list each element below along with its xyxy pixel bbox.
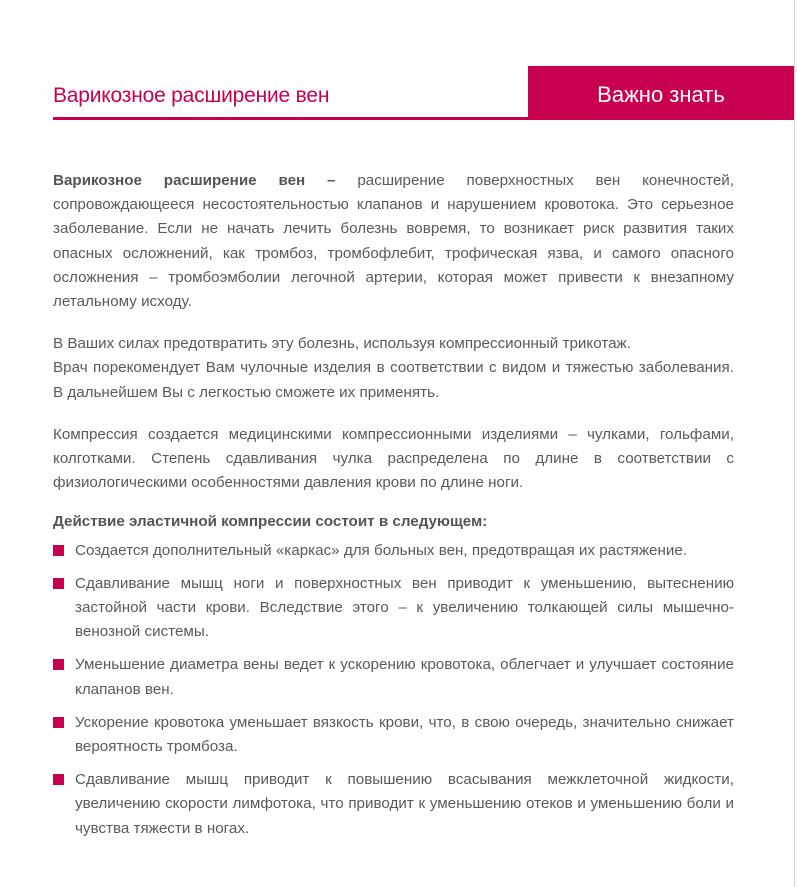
intro-term: Варикозное расширение вен –	[53, 172, 336, 189]
compression-effects-list	[53, 539, 734, 841]
prevention-line-2: Врач порекомендует Вам чулочные изделия в соответствии с видом и тяжестью заболевания. В дальнейшем Вы с легкостью сможете их применять.	[53, 359, 734, 401]
prevention-line-1: В Ваших силах предотвратить эту болезнь, используя компрессионный трикотаж.	[53, 335, 631, 353]
square-bullet-icon	[53, 659, 64, 670]
paragraph-prevention	[53, 332, 734, 405]
list-item	[53, 711, 734, 759]
list-item	[53, 653, 734, 701]
intro-paragraph	[53, 169, 734, 314]
list-item-text: Сдавливание мышц приводит к повышению всасывания межклеточной жидкости, увеличению скорости лимфотока, что приводит к уменьшению отеков и уменьшению боли и чувства тяжести в ногах.	[75, 771, 734, 837]
list-item-text: Сдавливание мышц ноги и поверхностных вен приводит к уменьшению, вытеснению застойной части крови. Вследствие этого – к увеличению толкающей силы мышечно-венозной системы.	[75, 574, 734, 641]
square-bullet-icon	[53, 774, 64, 785]
square-bullet-icon	[53, 578, 64, 589]
square-bullet-icon	[53, 545, 64, 556]
list-item-text: Уменьшение диаметра вены ведет к ускорению кровотока, облегчает и улучшает состояние клапанов вен.	[75, 656, 734, 698]
section-badge: Важно знать	[528, 66, 794, 120]
list-item-text: Ускорение кровотока уменьшает вязкость крови, что, в свою очередь, значительно снижает вероятность тромбоза.	[75, 713, 734, 756]
list-item	[53, 572, 734, 645]
section-heading: Действие эластичной компрессии состоит в следующем:	[53, 513, 488, 531]
page-title: Варикозное расширение вен	[53, 84, 330, 107]
intro-text: расширение поверхностных вен конечностей, сопровождающееся несостоятельностью клапанов и нарушением кровотока. Это серьезное заболевание. Если не начать лечить болезнь вовремя, то возникает риск развития таких опасных осложнений, как тромбоз, тромбофлебит, трофическая язва, и самого опасного осложнения – тромбоэмболии легочной артерии, которая может привести к внезапному летальному исходу.	[53, 172, 734, 311]
list-item-text: Создается дополнительный «каркас» для больных вен, предотвращая их растяжение.	[75, 541, 688, 559]
list-item	[53, 539, 734, 563]
square-bullet-icon	[53, 717, 64, 728]
title-underline	[53, 117, 528, 120]
page-edge-line	[794, 0, 795, 887]
article-body	[53, 169, 734, 850]
list-item	[53, 768, 734, 841]
paragraph-compression: Компрессия создается медицинскими компрессионными изделиями – чулками, гольфами, колготками. Степень сдавливания чулка распределена по длине в соответствии с физиологическими особенностями давления крови по длине ноги.	[53, 425, 734, 492]
page-header	[53, 66, 794, 120]
